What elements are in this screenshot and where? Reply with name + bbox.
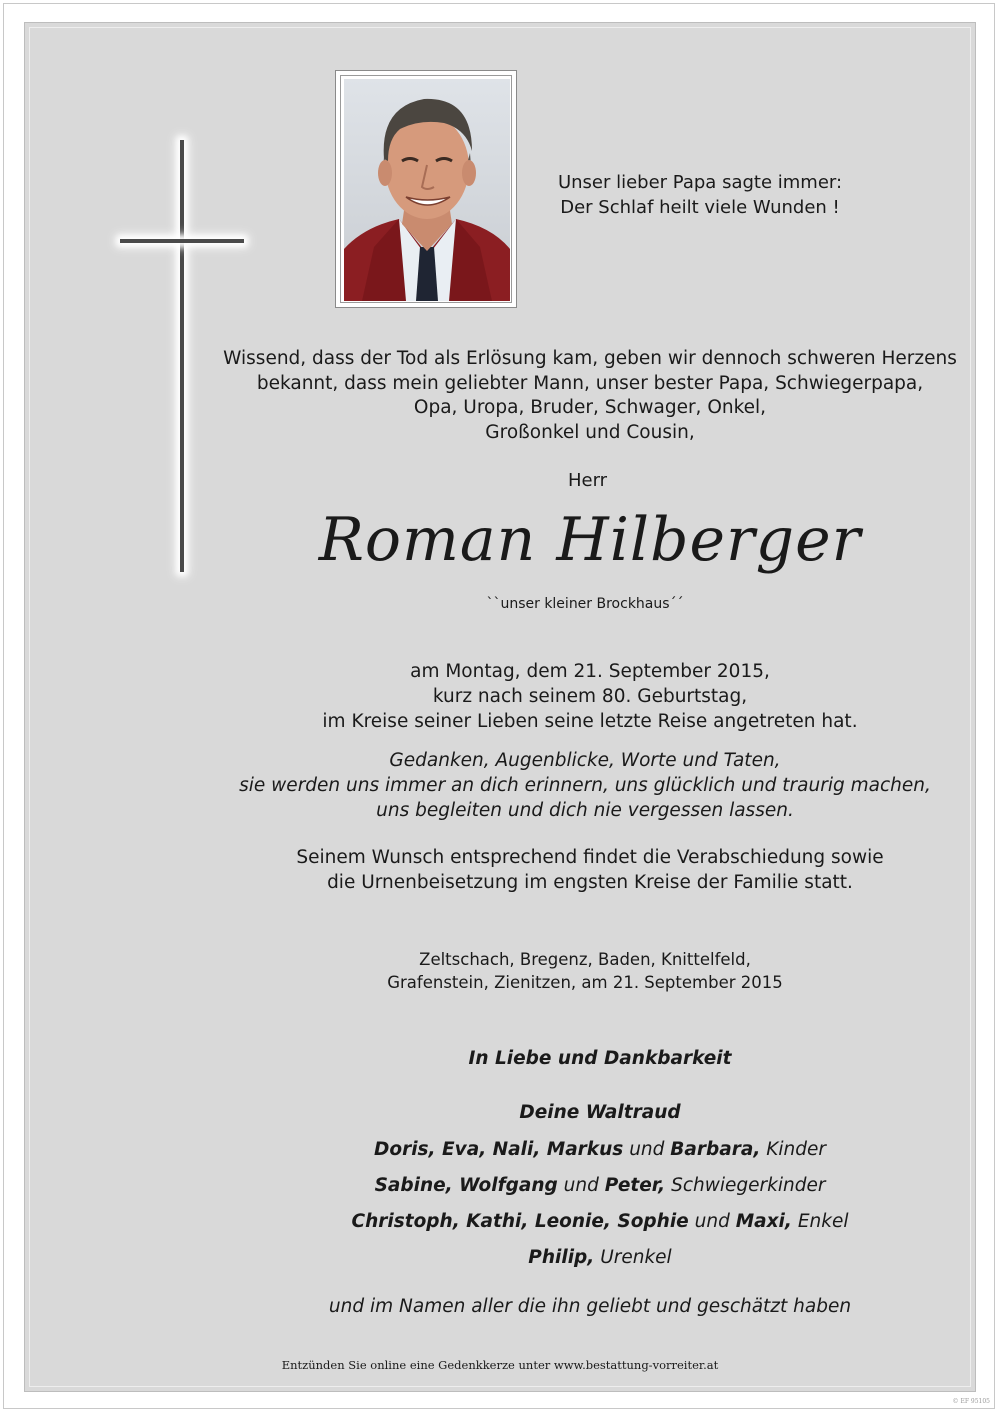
closing-line: und im Namen aller die ihn geliebt und geschätzt haben: [328, 1296, 852, 1317]
mourner-children: [250, 1139, 950, 1160]
poem-line: Gedanken, Augenblicke, Worte und Taten,: [389, 750, 781, 771]
mourner-inlaws: [250, 1175, 950, 1196]
places-line: Zeltschach, Bregenz, Baden, Knittelfeld,: [419, 950, 751, 969]
mourner-conjunction: und: [694, 1211, 730, 1232]
mourner-role: Schwiegerkinder: [671, 1175, 826, 1196]
mourner-name: Christoph, Kathi, Leonie, Sophie: [351, 1211, 689, 1232]
mourner-conjunction: und: [629, 1139, 665, 1160]
mourner-name: Maxi,: [735, 1211, 792, 1232]
poem-line: uns begleiten und dich nie vergessen lassen.: [376, 800, 794, 821]
death-notice-line: im Kreise seiner Lieben seine letzte Reise angetreten hat.: [322, 711, 858, 732]
places-line: Grafenstein, Zienitzen, am 21. September 2015: [387, 973, 783, 992]
corner-mark: © EF 95105: [952, 1398, 990, 1405]
mourner-role: Urenkel: [600, 1247, 672, 1268]
mourner-name: Sabine, Wolfgang: [374, 1175, 558, 1196]
footer-note: Entzünden Sie online eine Gedenkkerze unter www.bestattung-vorreiter.at: [281, 1358, 719, 1372]
announcement-line: bekannt, dass mein geliebter Mann, unser bester Papa, Schwiegerpapa,: [256, 372, 924, 394]
funeral-notice-line: Seinem Wunsch entsprechend findet die Verabschiedung sowie: [296, 847, 884, 868]
mourner-name: Peter,: [604, 1175, 666, 1196]
mourner-name: Barbara,: [670, 1139, 761, 1160]
poem-line: sie werden uns immer an dich erinnern, uns glücklich und traurig machen,: [239, 775, 931, 796]
deceased-name: Roman Hilberger: [318, 505, 862, 575]
portrait-frame: [335, 70, 517, 308]
quote-line: Unser lieber Papa sagte immer:: [557, 172, 843, 193]
cross-icon: [180, 140, 184, 572]
love-line: In Liebe und Dankbarkeit: [468, 1048, 732, 1069]
announcement-line: Opa, Uropa, Bruder, Schwager, Onkel,: [413, 397, 767, 418]
mourner-grandchildren: [250, 1211, 950, 1232]
mourner-conjunction: und: [563, 1175, 599, 1196]
portrait-photo: [344, 79, 510, 301]
poem: [220, 748, 950, 823]
mourner-wife: [250, 1102, 950, 1123]
cross-icon-bar: [120, 239, 244, 243]
mourner-great-grandchild: [250, 1247, 950, 1268]
quote-line: Der Schlaf heilt viele Wunden !: [560, 197, 840, 218]
mourner-role: Kinder: [766, 1139, 826, 1160]
death-notice-line: am Montag, dem 21. September 2015,: [410, 661, 770, 682]
nickname: ``unser kleiner Brockhaus´´: [486, 596, 684, 612]
places-and-date: [350, 948, 820, 994]
announcement-line: Großonkel und Cousin,: [485, 421, 695, 443]
salutation: Herr: [567, 470, 608, 491]
announcement-line: Wissend, dass der Tod als Erlösung kam, geben wir dennoch schweren Herzens: [223, 348, 957, 369]
mourner-name: Deine Waltraud: [519, 1102, 681, 1123]
announcement-text: [220, 347, 960, 445]
death-notice-line: kurz nach seinem 80. Geburtstag,: [432, 686, 748, 707]
quote: [530, 170, 870, 220]
death-notice: [260, 659, 920, 734]
mourner-name: Doris, Eva, Nali, Markus: [374, 1139, 624, 1160]
mourner-name: Philip,: [528, 1247, 595, 1268]
funeral-notice-line: die Urnenbeisetzung im engsten Kreise der Familie statt.: [327, 872, 853, 893]
funeral-notice: [250, 845, 930, 895]
mourner-role: Enkel: [797, 1211, 849, 1232]
